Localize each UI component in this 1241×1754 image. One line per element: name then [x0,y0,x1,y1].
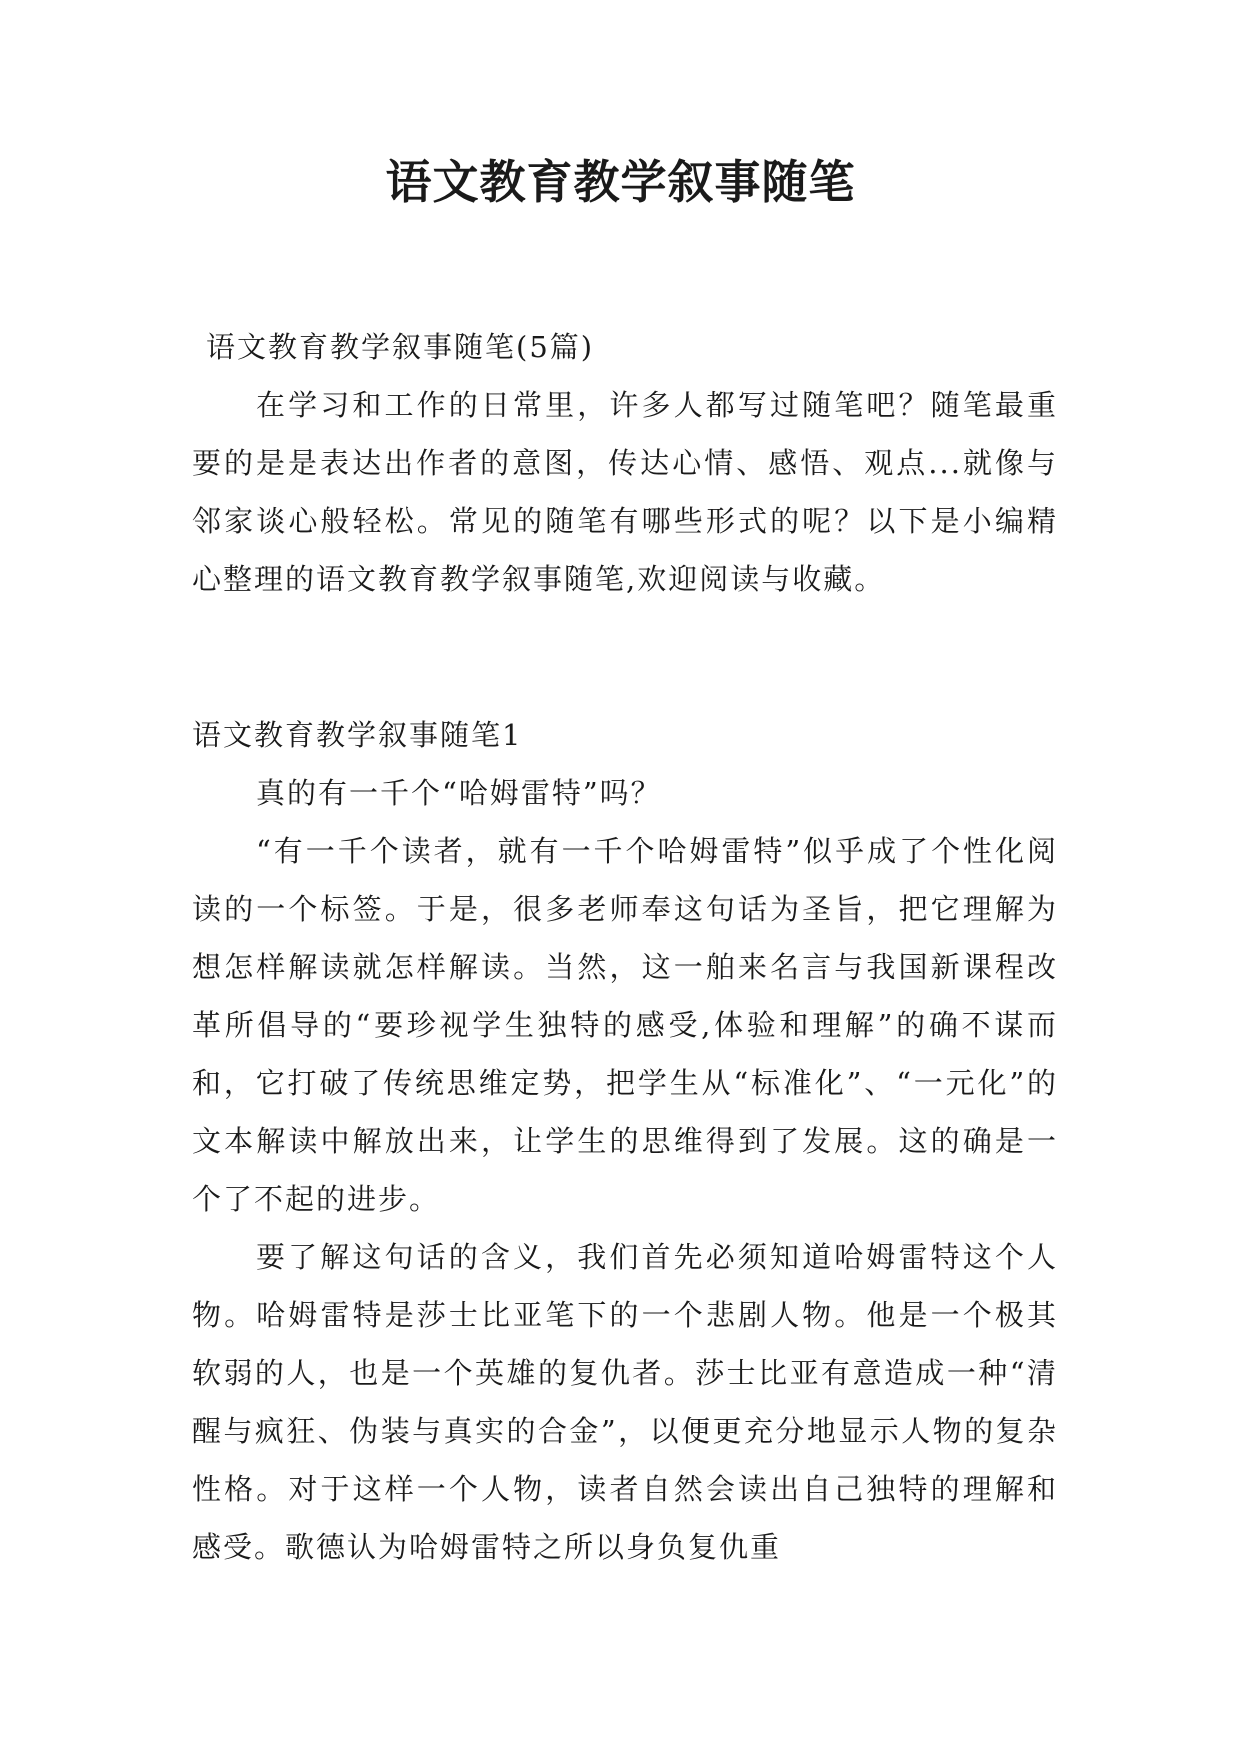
section-heading: 语文教育教学叙事随笔1 [192,718,523,752]
document-subtitle: 语文教育教学叙事随笔(5篇) [206,330,595,364]
intro-paragraph: 在学习和工作的日常里，许多人都写过随笔吧？随笔最重要的是是表达出作者的意图，传达心情、感悟、观点...就像与邻家谈心般轻松。常见的随笔有哪些形式的呢？以下是小编精心整理的语文教育教学叙事随笔,欢迎阅读与收藏。 [192,388,1058,596]
section-paragraph-2: 要了解这句话的含义，我们首先必须知道哈姆雷特这个人物。哈姆雷特是莎士比亚笔下的一个悲剧人物。他是一个极其软弱的人，也是一个英雄的复仇者。莎士比亚有意造成一种“清醒与疯狂、伪装与真实的合金”，以便更充分地显示人物的复杂性格。对于这样一个人物，读者自然会读出自己独特的理解和感受。歌德认为哈姆雷特之所以身负复仇重 [192,1240,1058,1564]
section-paragraph-1: “有一千个读者，就有一千个哈姆雷特”似乎成了个性化阅读的一个标签。于是，很多老师奉这句话为圣旨，把它理解为想怎样解读就怎样解读。当然，这一舶来名言与我国新课程改革所倡导的“要珍视学生独特的感受,体验和理解”的确不谋而和，它打破了传统思维定势，把学生从“标准化”、“一元化”的文本解读中解放出来，让学生的思维得到了发展。这的确是一个了不起的进步。 [192,834,1058,1216]
document-title: 语文教育教学叙事随笔 [385,155,856,209]
section-question: 真的有一千个“哈姆雷特”吗？ [256,776,662,810]
document-body [192,318,1058,1576]
